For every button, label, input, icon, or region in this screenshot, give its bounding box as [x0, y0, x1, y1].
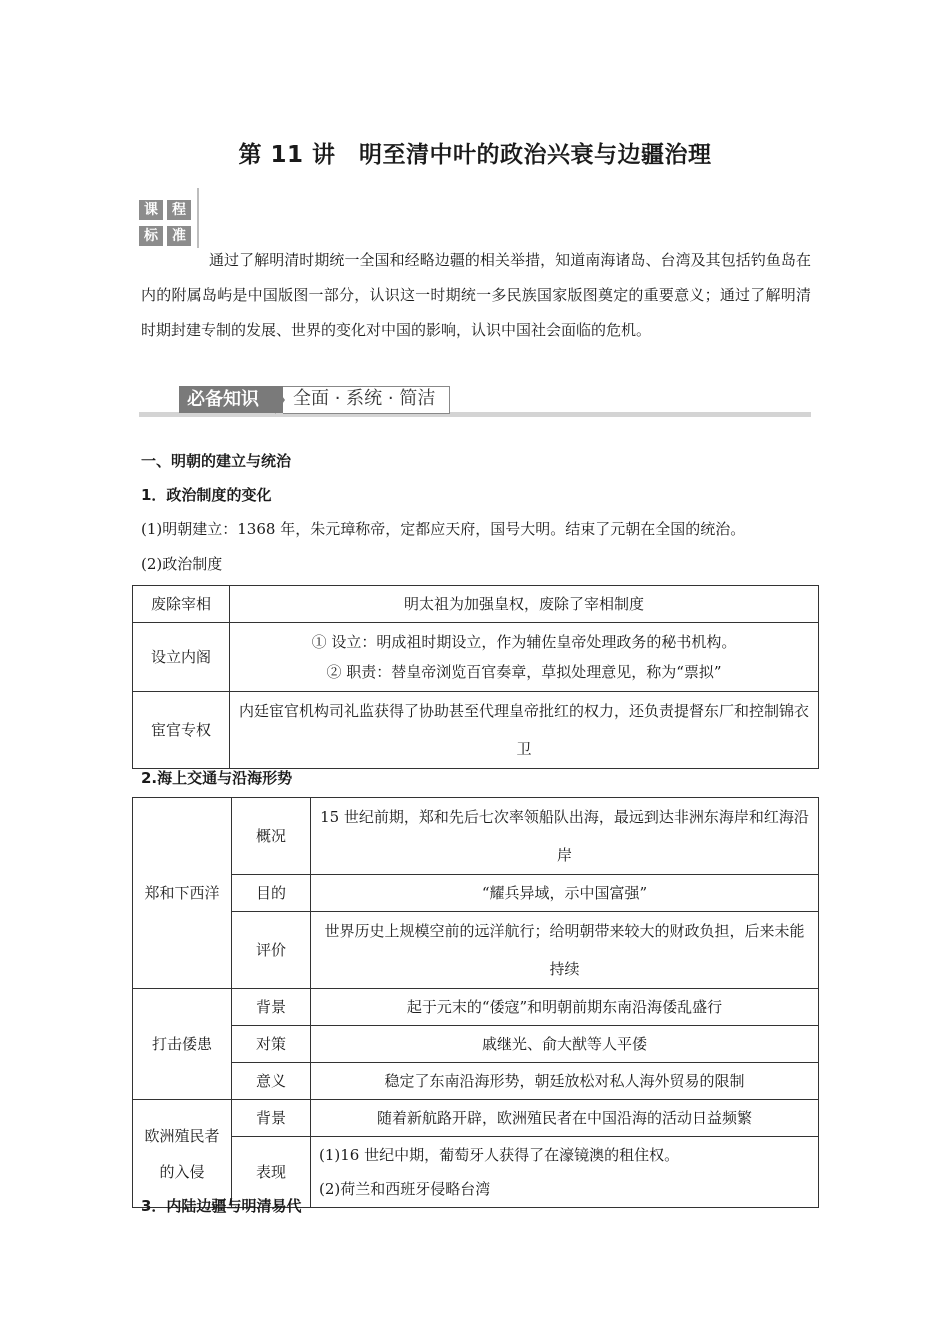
- subsection-heading: 2.海上交通与沿海形势: [141, 769, 293, 787]
- subsection-heading: 1．政治制度的变化: [141, 486, 272, 504]
- paragraph: (2)政治制度: [141, 555, 223, 573]
- table-key-cell: 背景: [232, 989, 311, 1026]
- table-row: [133, 1026, 819, 1063]
- page-title: 第 11 讲 明至清中叶的政治兴衰与边疆治理: [238, 142, 712, 168]
- table-value-cell: 戚继光、俞大猷等人平倭: [311, 1026, 819, 1063]
- group-label-cell: 打击倭患: [133, 989, 232, 1100]
- table-key-cell: 意义: [232, 1063, 311, 1100]
- table-key-cell: 评价: [232, 912, 311, 989]
- table-value-cell: 稳定了东南沿海形势，朝廷放松对私人海外贸易的限制: [311, 1063, 819, 1100]
- table-key-cell: 背景: [232, 1100, 311, 1137]
- banner-main-box: [179, 386, 283, 413]
- table-value-line: (2)荷兰和西班牙侵略台湾: [319, 1180, 491, 1198]
- table-label-cell: 设立内阁: [133, 623, 230, 692]
- table-key-cell: 概况: [232, 798, 311, 875]
- table-row: [133, 1063, 819, 1100]
- subsection-heading: 3．内陆边疆与明清易代: [141, 1197, 302, 1215]
- table-value-cell: 随着新航路开辟，欧洲殖民者在中国沿海的活动日益频繁: [311, 1100, 819, 1137]
- table-label-cell: 废除宰相: [133, 586, 230, 623]
- table-key-cell: 表现: [232, 1137, 311, 1208]
- table-value-line: ② 职责：替皇帝浏览百官奏章，草拟处理意见，称为“票拟”: [326, 663, 722, 681]
- political-system-table: [132, 585, 819, 769]
- banner-sub-label: 全面 · 系统 · 简洁: [293, 388, 436, 409]
- table-row: [133, 1100, 819, 1137]
- table-key-cell: 目的: [232, 875, 311, 912]
- section-heading: 一、明朝的建立与统治: [141, 452, 292, 470]
- table-label-cell: 宦官专权: [133, 692, 230, 769]
- table-row: [133, 989, 819, 1026]
- course-standard-text: 通过了解明清时期统一全国和经略边疆的相关举措，知道南海诸岛、台湾及其包括钓鱼岛在内的附属岛屿是中国版图一部分，认识这一时期统一多民族国家版图奠定的重要意义；通过了解明清时期封建专制的发展、世界的变化对中国的影响，认识中国社会面临的危机。: [141, 251, 811, 339]
- table-value-line: (1)16 世纪中期，葡萄牙人获得了在濠镜澳的租住权。: [319, 1146, 680, 1164]
- badge-char: 课: [139, 200, 163, 220]
- table-key-cell: 对策: [232, 1026, 311, 1063]
- badge-divider: [197, 188, 199, 248]
- group-label-cell: 郑和下西洋: [133, 798, 232, 989]
- table-row: [133, 586, 819, 623]
- table-value-line: ① 设立：明成祖时期设立，作为辅佐皇帝处理政务的秘书机构。: [311, 633, 737, 651]
- table-row: [133, 875, 819, 912]
- table-value-cell: “耀兵异域，示中国富强”: [311, 875, 819, 912]
- table-value-cell: 起于元末的“倭寇”和明朝前期东南沿海倭乱盛行: [311, 989, 819, 1026]
- table-row: [133, 623, 819, 692]
- badge-char: 程: [167, 200, 191, 220]
- table-row: [133, 912, 819, 989]
- table-value-cell: 世界历史上规模空前的远洋航行；给明朝带来较大的财政负担，后来未能持续: [311, 912, 819, 989]
- group-label-cell: 欧洲殖民者的入侵: [133, 1100, 232, 1208]
- maritime-table: [132, 797, 819, 1208]
- badge-char: 标: [139, 226, 163, 246]
- table-value-cell: 明太祖为加强皇权，废除了宰相制度: [230, 586, 819, 623]
- badge-char: 准: [167, 226, 191, 246]
- table-value-cell: 15 世纪前期，郑和先后七次率领船队出海，最远到达非洲东海岸和红海沿岸: [311, 798, 819, 875]
- course-standard-badge: [139, 200, 195, 248]
- table-row: [133, 798, 819, 875]
- section-banner: [139, 386, 811, 418]
- table-row: [133, 692, 819, 769]
- banner-arrow: [275, 386, 285, 414]
- table-value-cell: 内廷宦官机构司礼监获得了协助甚至代理皇帝批红的权力，还负责提督东厂和控制锦衣卫: [230, 692, 819, 769]
- paragraph: (1)明朝建立：1368 年，朱元璋称帝，定都应天府，国号大明。结束了元朝在全国的统治。: [141, 520, 746, 538]
- banner-main-label: 必备知识: [187, 389, 259, 410]
